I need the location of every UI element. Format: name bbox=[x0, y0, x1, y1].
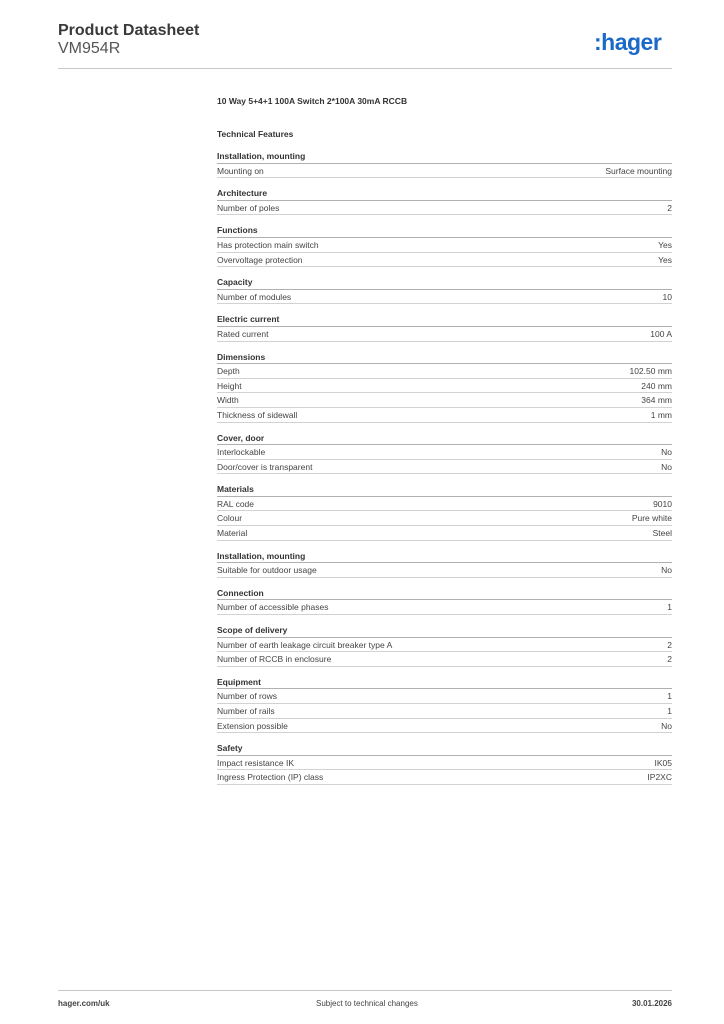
feature-row bbox=[217, 756, 672, 771]
feature-row bbox=[217, 164, 672, 179]
feature-section bbox=[217, 187, 672, 215]
feature-label: Number of modules bbox=[217, 291, 292, 302]
feature-label: Number of rows bbox=[217, 691, 277, 702]
feature-label: Number of rails bbox=[217, 706, 275, 716]
feature-label: Rated current bbox=[217, 328, 269, 339]
feature-value: 102.50 mm bbox=[629, 366, 672, 377]
feature-label: Extension possible bbox=[217, 720, 288, 731]
feature-row bbox=[217, 563, 672, 578]
feature-section bbox=[217, 624, 672, 667]
feature-row bbox=[217, 704, 672, 719]
feature-row bbox=[217, 201, 672, 216]
feature-value: 2 bbox=[667, 654, 672, 665]
feature-label: Number of earth leakage circuit breaker type A bbox=[217, 639, 393, 650]
feature-row bbox=[217, 327, 672, 342]
feature-row bbox=[217, 497, 672, 512]
footer-divider bbox=[58, 990, 672, 991]
document-title: Product Datasheet bbox=[58, 22, 200, 39]
feature-row bbox=[217, 600, 672, 615]
section-heading: Electric current bbox=[217, 313, 672, 327]
section-heading: Safety bbox=[217, 742, 672, 756]
feature-section bbox=[217, 550, 672, 578]
feature-label: Has protection main switch bbox=[217, 239, 319, 250]
feature-sections bbox=[217, 150, 672, 785]
feature-value: 100 A bbox=[650, 328, 672, 339]
section-heading: Functions bbox=[217, 224, 672, 238]
feature-row bbox=[217, 379, 672, 394]
feature-section bbox=[217, 432, 672, 475]
feature-value: Pure white bbox=[631, 513, 672, 524]
feature-section bbox=[217, 351, 672, 423]
feature-label: Depth bbox=[217, 366, 240, 377]
feature-label: Material bbox=[217, 528, 248, 539]
footer-date: 30.01.2026 bbox=[631, 999, 672, 1008]
header-divider bbox=[58, 68, 672, 69]
feature-label: Mounting on bbox=[217, 165, 264, 176]
feature-row bbox=[217, 652, 672, 667]
feature-section bbox=[217, 313, 672, 341]
feature-label: Overvoltage protection bbox=[217, 254, 303, 265]
feature-row bbox=[217, 408, 672, 423]
feature-value: 1 bbox=[667, 706, 672, 716]
feature-label: Ingress Protection (IP) class bbox=[217, 772, 324, 783]
section-heading: Scope of delivery bbox=[217, 624, 672, 638]
feature-label: Door/cover is transparent bbox=[217, 461, 313, 472]
feature-value: No bbox=[661, 720, 672, 731]
feature-label: Height bbox=[217, 380, 242, 391]
feature-value: No bbox=[661, 461, 672, 472]
feature-row bbox=[217, 689, 672, 704]
feature-label: Number of accessible phases bbox=[217, 602, 329, 613]
feature-section bbox=[217, 742, 672, 785]
feature-label: Number of RCCB in enclosure bbox=[217, 654, 332, 665]
section-heading: Cover, door bbox=[217, 432, 672, 446]
feature-value: Steel bbox=[652, 528, 672, 539]
feature-section bbox=[217, 587, 672, 615]
section-heading: Equipment bbox=[217, 676, 672, 690]
feature-label: Suitable for outdoor usage bbox=[217, 565, 317, 576]
feature-value: Surface mounting bbox=[605, 165, 672, 176]
feature-row bbox=[217, 290, 672, 305]
feature-row bbox=[217, 393, 672, 408]
section-heading: Connection bbox=[217, 587, 672, 601]
hager-logo: :hager bbox=[594, 29, 662, 55]
feature-label: Impact resistance IK bbox=[217, 757, 295, 768]
feature-value: 240 mm bbox=[641, 380, 672, 391]
feature-label: Interlockable bbox=[217, 447, 266, 458]
feature-value: 1 bbox=[667, 602, 672, 613]
feature-row bbox=[217, 511, 672, 526]
feature-label: RAL code bbox=[217, 498, 255, 509]
feature-value: IP2XC bbox=[647, 772, 672, 783]
feature-section bbox=[217, 676, 672, 733]
feature-value: 2 bbox=[667, 639, 672, 650]
feature-section bbox=[217, 276, 672, 304]
feature-value: 9010 bbox=[653, 498, 672, 509]
feature-value: 1 mm bbox=[650, 409, 672, 420]
feature-label: Thickness of sidewall bbox=[217, 409, 298, 420]
feature-value: IK05 bbox=[654, 757, 672, 768]
feature-value: 1 bbox=[667, 691, 672, 702]
product-title: 10 Way 5+4+1 100A Switch 2*100A 30mA RCCB bbox=[217, 96, 408, 106]
feature-label: Colour bbox=[217, 513, 243, 524]
section-heading: Architecture bbox=[217, 187, 672, 201]
feature-label: Width bbox=[217, 395, 239, 406]
feature-value: No bbox=[661, 447, 672, 458]
feature-row bbox=[217, 364, 672, 379]
feature-section bbox=[217, 224, 672, 267]
feature-section bbox=[217, 150, 672, 178]
footer-website-link[interactable]: hager.com/uk bbox=[58, 999, 110, 1008]
feature-row bbox=[217, 719, 672, 734]
section-heading: Installation, mounting bbox=[217, 150, 672, 164]
feature-value: 2 bbox=[667, 202, 672, 213]
datasheet-content bbox=[217, 96, 672, 794]
feature-section bbox=[217, 483, 672, 540]
feature-row bbox=[217, 526, 672, 541]
product-code: VM954R bbox=[58, 40, 121, 57]
footer-note: Subject to technical changes bbox=[316, 999, 418, 1008]
feature-value: 364 mm bbox=[641, 395, 672, 406]
feature-value: Yes bbox=[658, 254, 672, 265]
feature-row bbox=[217, 638, 672, 653]
feature-row bbox=[217, 253, 672, 268]
section-heading: Materials bbox=[217, 483, 672, 497]
feature-value: Yes bbox=[658, 239, 672, 250]
feature-row bbox=[217, 770, 672, 785]
technical-features-heading: Technical Features bbox=[217, 129, 294, 139]
feature-label: Number of poles bbox=[217, 202, 280, 213]
section-heading: Dimensions bbox=[217, 351, 672, 365]
section-heading: Installation, mounting bbox=[217, 550, 672, 564]
feature-row bbox=[217, 238, 672, 253]
feature-value: No bbox=[661, 565, 672, 576]
feature-value: 10 bbox=[662, 291, 672, 302]
section-heading: Capacity bbox=[217, 276, 672, 290]
feature-row bbox=[217, 460, 672, 475]
feature-row bbox=[217, 445, 672, 460]
